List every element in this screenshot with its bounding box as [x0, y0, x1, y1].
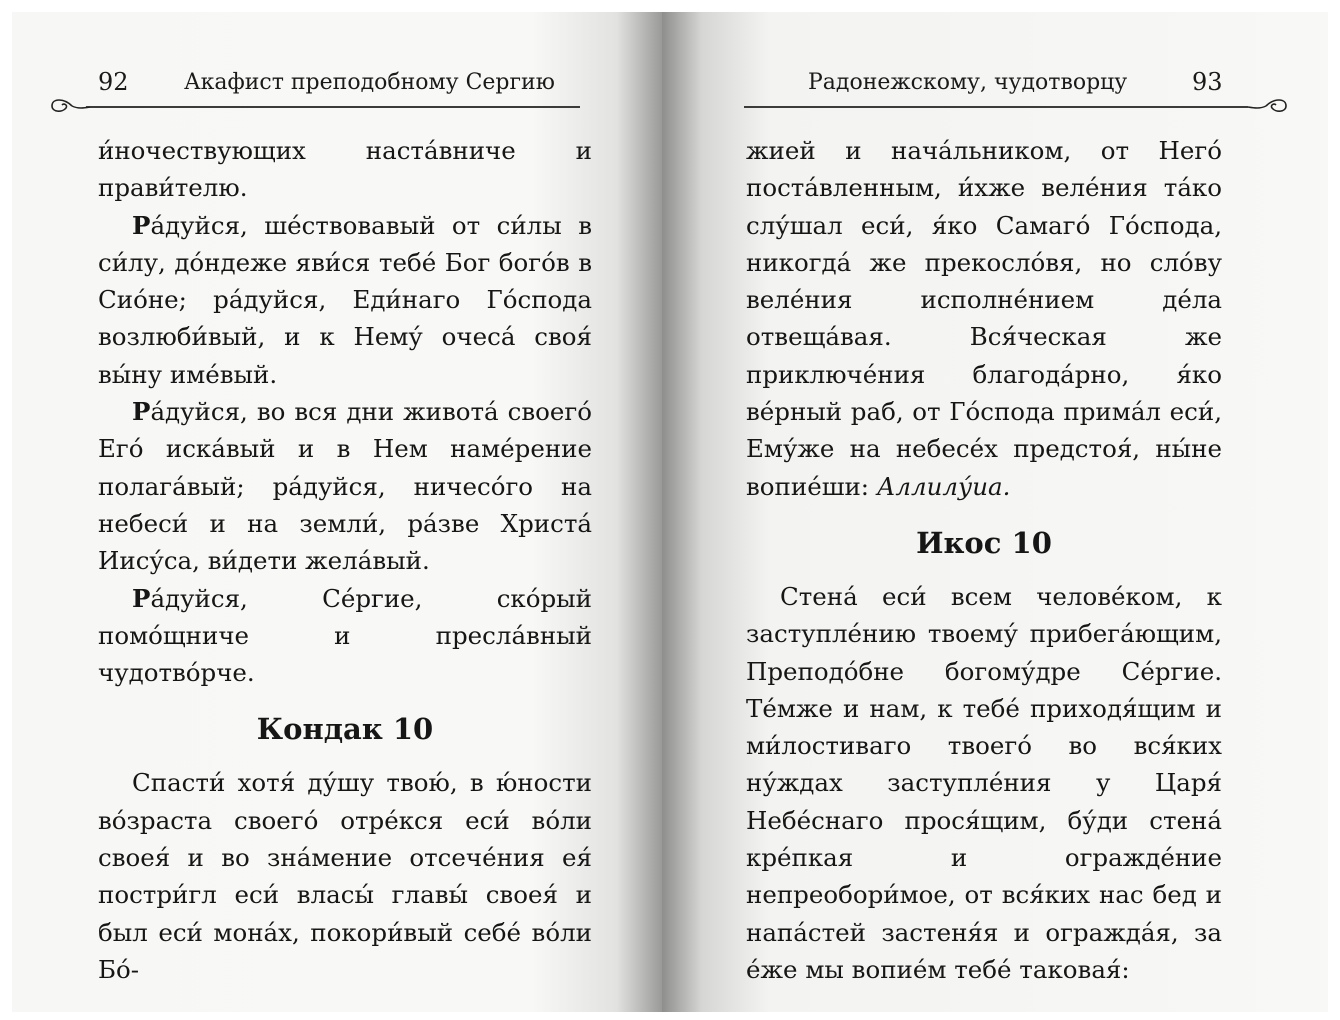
paragraph-text: а́дуйся, во вся дни живота́ своего́ Его́ иска́вый и в Нем наме́рение полага́вый; ра́дуйся, ничесо́го на небеси́ и на земли́, ра́зве Христа́ Иису́са, ви́дети жела́вый.: [98, 397, 592, 576]
continuation-text: и́ночествующих наста́вниче и прави́телю.: [98, 136, 592, 203]
rejoice-paragraph-1: [98, 207, 592, 393]
kontakion-text: Спасти́ хотя́ ду́шу твою́, в ю́ности во́зраста своего́ отре́кся еси́ во́ли своея́ и во зна́мение отсече́ния ея́ постри́гл еси́ власы́ главы́ своея́ и был еси́ мона́х, покори́вый себе́ во́ли Бо́-: [98, 768, 592, 984]
right-text-block: [746, 132, 1222, 988]
rejoice-paragraph-2: [98, 393, 592, 579]
rejoice-paragraph-3: [98, 580, 592, 692]
kontakion-continuation-text: жией и нача́льником, от Него́ поста́вленным, и́хже веле́ния та́ко слу́шал еси́, я́ко Самаго́ Го́спода, никогда́ же прекосло́вя, но сло́ву веле́ния исполне́нием де́ла отвеща́вая. Вся́ческая же приключе́ния благода́рно, я́ко ве́рный раб, от Го́спода прима́л еси́, Ему́же на небесе́х предстоя́, ны́не вопие́ши:: [746, 136, 1222, 501]
kontakion-heading: Кондак 10: [256, 712, 434, 747]
right-header-ornament-rule: [662, 92, 1328, 118]
paragraph-initial: Р: [132, 397, 151, 427]
left-running-title: Акафист преподобному Сергию: [184, 70, 555, 95]
paragraph-text: а́дуйся, ше́ствовавый от си́лы в си́лу, до́ндеже яви́ся тебе́ Бог бого́в в Сио́не; ра́дуйся, Еди́наго Го́спода возлюби́вый, и к Нему́ очеса́ своя́ вы́ну име́вый.: [98, 210, 592, 389]
paragraph-text: а́дуйся, Се́ргие, ско́рый помо́щниче и пресла́вный чудотво́рче.: [98, 583, 592, 688]
right-page-number: 93: [1192, 68, 1223, 96]
left-page: [12, 12, 662, 1012]
right-page-header: [662, 60, 1328, 112]
paragraph-initial: Р: [132, 210, 151, 240]
ikos-text: Стена́ еси́ всем челове́ком, к заступле́нию твоему́ прибега́ющим, Преподо́бне богому́дре Се́ргие. Те́мже и нам, к тебе́ приходя́щим и ми́лостиваго твоего́ во вся́ких ну́ждах заступле́ния у Царя́ Небе́снаго прося́щим, бу́ди стена́ кре́пкая и огражде́ние непреобори́мое, от вся́ких нас бед и напа́стей застеня́я и огражда́я, за е́же мы вопие́м тебе́ таковая́:: [746, 581, 1222, 984]
left-text-block: [98, 132, 592, 988]
kontakion-continuation: [746, 132, 1222, 505]
right-page: [662, 12, 1328, 1012]
right-running-title: Радонежскому, чудотворцу: [808, 70, 1128, 95]
alleluia-text: Аллилу́иа.: [876, 471, 1011, 501]
left-header-ornament-rule: [12, 92, 662, 118]
left-page-header: [12, 60, 662, 112]
ikos-heading: Икос 10: [916, 525, 1052, 560]
paragraph-initial: Р: [132, 583, 151, 613]
left-page-number: 92: [98, 68, 129, 96]
